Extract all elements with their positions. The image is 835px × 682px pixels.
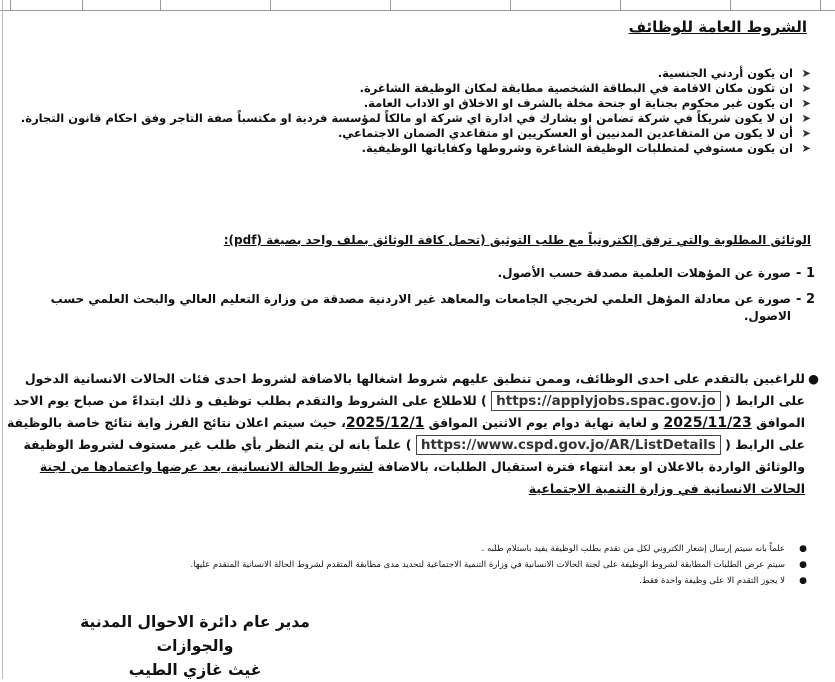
page-title: الشروط العامة للوظائف bbox=[628, 18, 807, 36]
item-number: 2 - bbox=[796, 292, 815, 307]
documents-list bbox=[25, 265, 815, 334]
note-item: ● سيتم عرض الطلبات المطابقة لشروط الوظيفة على لجنة الحالات الانسانية في وزارة التنمية الاجتماعية لتحديد مدى مطابقة المتقدم لشروط الحالة الانسانية المتقدم عليها. bbox=[190, 560, 807, 570]
signature-block bbox=[40, 610, 350, 682]
condition-item: ➤ ان يكون غير محكوم بجناية او جنحة مخلة بالشرف او الاخلاق او الاداب العامة. bbox=[363, 96, 811, 110]
bullet-dot-icon: ● bbox=[799, 576, 807, 586]
results-link[interactable]: https://www.cspd.gov.jo/AR/ListDetails bbox=[416, 435, 721, 455]
arrow-marker-icon: ➤ bbox=[801, 141, 811, 155]
arrow-marker-icon: ➤ bbox=[801, 126, 811, 140]
arrow-marker-icon: ➤ bbox=[801, 66, 811, 80]
conditions-list bbox=[11, 66, 811, 156]
signatory-title: مدير عام دائرة الاحوال المدنية والجوازات bbox=[80, 613, 310, 655]
condition-item: ➤ ان تكون مكان الاقامة في البطاقة الشخصية مطابقة لمكان الوظيفة الشاغرة. bbox=[359, 81, 811, 95]
signatory-name: غيث غازي الطيب bbox=[128, 661, 262, 679]
note-item: ● لا يجوز التقدم الا على وظيفة واحدة فقط. bbox=[639, 576, 807, 586]
application-paragraph: ● للراغبين بالتقدم على احدى الوظائف، وممن تنطبق عليهم شروط اشغالها بالاضافة لشروط احدى فئات الحالات الانسانية الدخول على الرابط ( https://applyjobs.spac.gov.jo ) للاطلاع على الشروط والتقدم بطلب توظيف و ذلك ابتداءً من صباح يوم الاحد الموافق 2025/11/23 و لغاية نهاية دوام يوم الاثنين الموافق 2025/12/1، حيث سيتم اعلان نتائج الفرز واية نتائج خاصة بالوظيفة على الرابط ( https://www.cspd.gov.jo/AR/ListDetails ) علماً بانه لن يتم النظر بأي طلب غير مستوف لشروط الوظيفة والوثائق الواردة بالاعلان او بعد انتهاء فترة استقبال الطلبات، بالاضافة لشروط الحالة الانسانية، بعد عرضها واعتمادها من لجنة الحالات الانسانية في وزارة التنمية الاجتماعية bbox=[5, 368, 819, 500]
apply-link[interactable]: https://applyjobs.spac.gov.jo bbox=[491, 391, 721, 411]
bullet-dot-icon: ● bbox=[808, 371, 819, 386]
condition-item: ➤ ان يكون أردني الجنسية. bbox=[657, 66, 811, 80]
bullet-dot-icon: ● bbox=[799, 544, 807, 554]
arrow-marker-icon: ➤ bbox=[801, 111, 811, 125]
start-date: 2025/11/23 bbox=[663, 415, 752, 431]
condition-item: ➤ أن لا يكون من المتقاعدين المدنيين أو العسكريين او متقاعدي الضمان الاجتماعي. bbox=[337, 126, 811, 140]
document-item: 2 - صورة عن معادلة المؤهل العلمي لخريجي الجامعات والمعاهد غير الاردنية مصدقة من وزارة التعليم العالي والبحث العلمي حسب الاصول. bbox=[50, 292, 815, 323]
bullet-dot-icon: ● bbox=[799, 560, 807, 570]
documents-heading: الوثائق المطلوبة والتي ترفق إلكترونياً مع طلب التوثيق (تحمل كافة الوثائق بملف واحد بصيغة (pdf): bbox=[223, 233, 811, 247]
condition-item: ➤ ان يكون مستوفي لمتطلبات الوظيفة الشاغرة وشروطها وكفاياتها الوظيفية. bbox=[361, 141, 811, 155]
arrow-marker-icon: ➤ bbox=[801, 96, 811, 110]
page-left-border bbox=[2, 0, 3, 679]
item-number: 1 - bbox=[796, 266, 815, 281]
note-item: ● علماً بانه سيتم إرسال إشعار الكتروني لكل من تقدم بطلب الوظيفة يفيد باستلام طلبه . bbox=[481, 544, 807, 554]
document-item: 1 - صورة عن المؤهلات العلمية مصدقة حسب الأصول. bbox=[497, 266, 815, 281]
notes-list bbox=[27, 543, 807, 591]
arrow-marker-icon: ➤ bbox=[801, 81, 811, 95]
end-date: 2025/12/1 bbox=[345, 415, 425, 431]
condition-item: ➤ ان لا يكون شريكاً في شركة تضامن او يشارك في ادارة اي شركة او مالكاً لمؤسسة فردية او مكتسباً صفة التاجر وفق احكام قانون التجارة. bbox=[20, 111, 811, 125]
top-table-border bbox=[0, 0, 835, 11]
